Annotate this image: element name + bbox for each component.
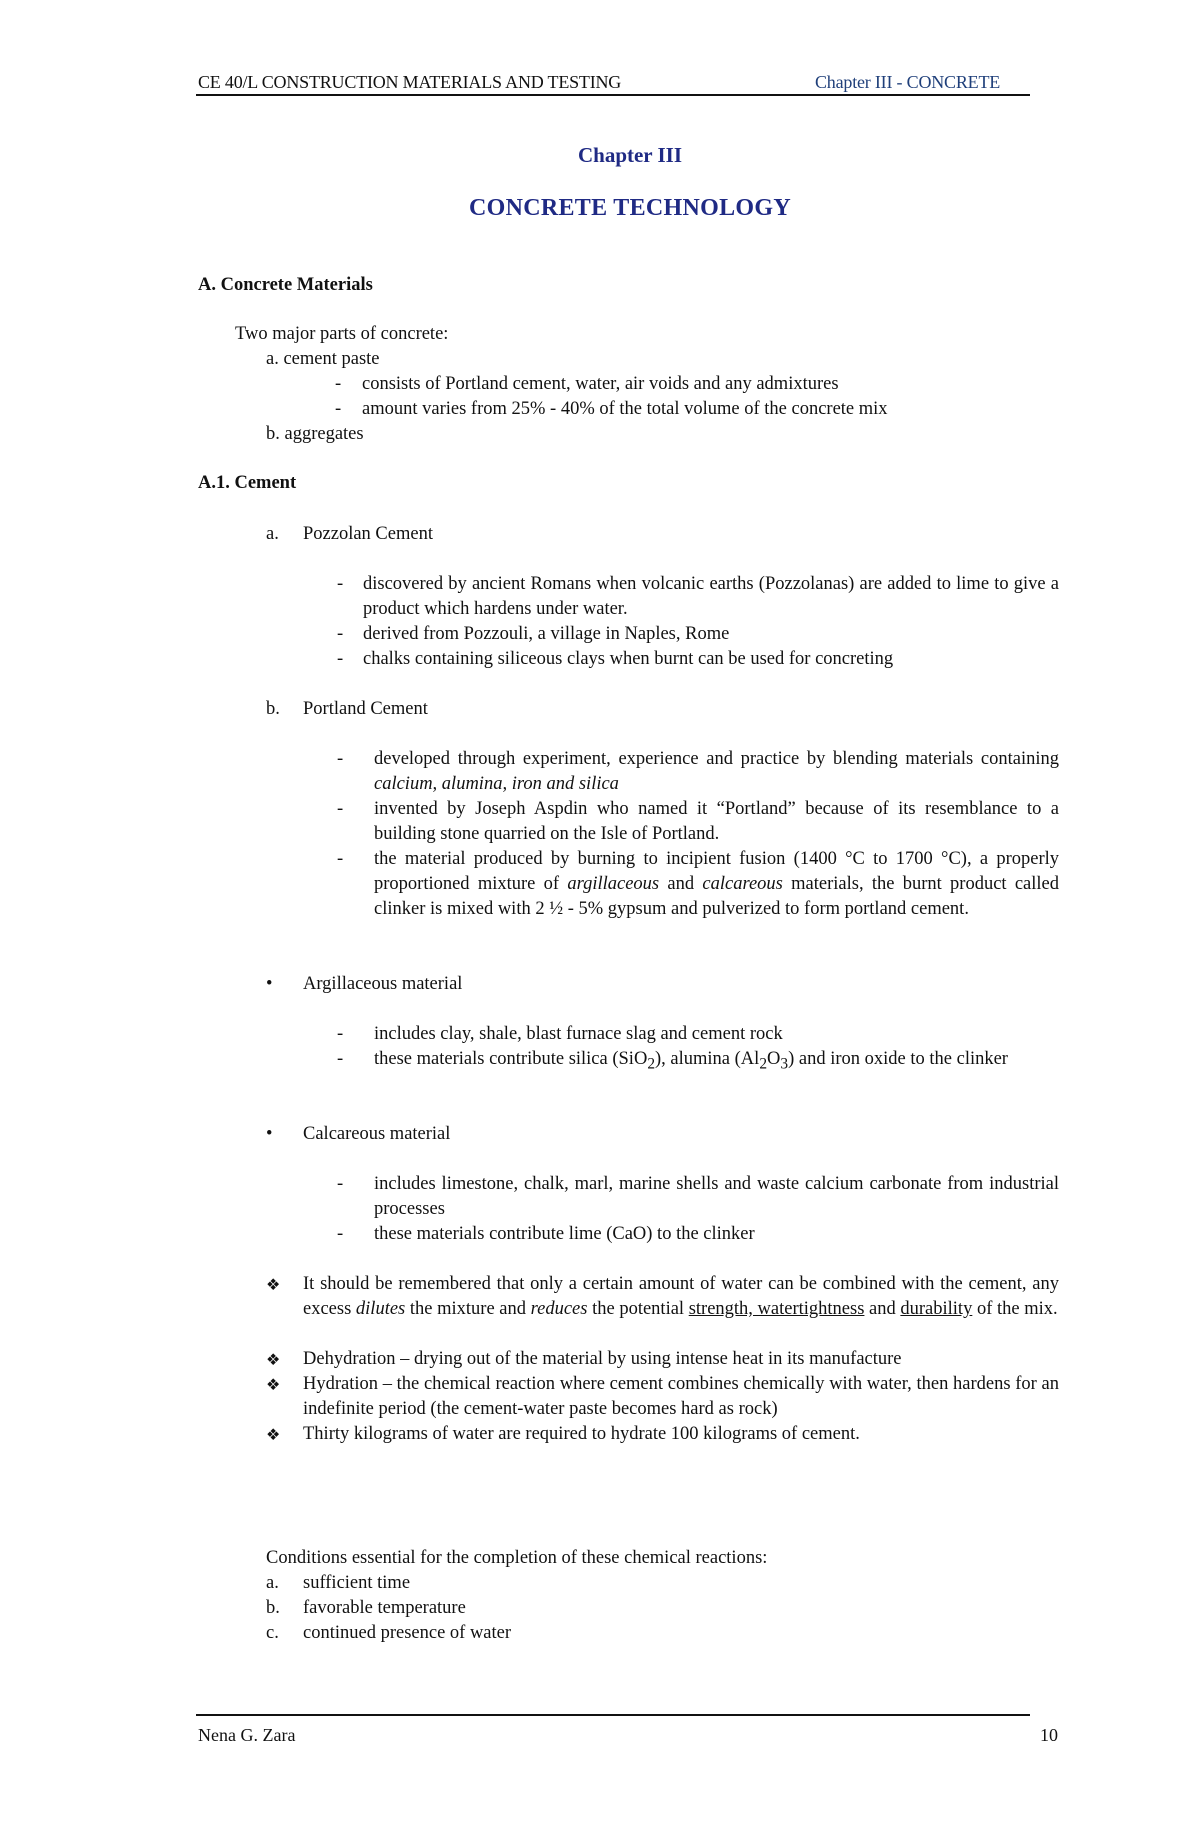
list-item: includes clay, shale, blast furnace slag and cement rock: [374, 1024, 783, 1044]
item-text: materials, the burnt product called clinker is mixed with 2 ½ - 5% gypsum and pulverized to form portland cement.: [374, 874, 1059, 919]
list-item: amount varies from 25% - 40% of the total volume of the concrete mix: [362, 399, 888, 419]
header-course: CE 40/L CONSTRUCTION MATERIALS AND TESTING: [198, 72, 622, 92]
argillaceous-label: Argillaceous material: [303, 974, 463, 994]
item-text: ), alumina (Al: [655, 1049, 760, 1069]
portland-label: Portland Cement: [303, 699, 428, 719]
subscript: 3: [780, 1055, 789, 1073]
bullet-icon: •: [266, 974, 273, 994]
list-item: consists of Portland cement, water, air voids and any admixtures: [362, 374, 839, 394]
condition-item: continued presence of water: [303, 1623, 512, 1643]
calcareous-label: Calcareous material: [303, 1124, 451, 1144]
chapter-title: CONCRETE TECHNOLOGY: [469, 195, 791, 221]
list-item: [374, 747, 1059, 797]
list-item: invented by Joseph Aspdin who named it “Portland” because of its resemblance to a building stone quarried on the Isle of Portland.: [374, 799, 1059, 844]
bullet-icon: •: [266, 1124, 273, 1144]
conditions-intro: Conditions essential for the completion of these chemical reactions:: [266, 1548, 768, 1568]
pozzolan-label: Pozzolan Cement: [303, 524, 433, 544]
page-number: 10: [1040, 1725, 1058, 1745]
item-text: O: [767, 1049, 781, 1069]
note-item: Hydration – the chemical reaction where cement combines chemically with water, then hardens for an indefinite period (the cement-water paste becomes hard as rock): [303, 1374, 1059, 1419]
dash-marker: -: [337, 849, 344, 869]
dash-marker: -: [337, 749, 344, 769]
aggregates-label: b. aggregates: [266, 424, 364, 444]
note-text: of the mix.: [972, 1299, 1058, 1319]
note-text: the mixture and: [405, 1299, 531, 1319]
item-text: the material produced by burning to incipient fusion (1400 °C to 1700 °C), a properly proportioned mixture of: [374, 849, 1059, 894]
dash-marker: -: [337, 799, 344, 819]
item-text: and: [659, 874, 703, 894]
diamond-bullet-icon: ❖: [266, 1350, 281, 1369]
note-item: Thirty kilograms of water are required to hydrate 100 kilograms of cement.: [303, 1424, 860, 1444]
diamond-bullet-icon: ❖: [266, 1275, 281, 1294]
dash-marker: -: [337, 1049, 344, 1069]
note-item: Dehydration – drying out of the material by using intense heat in its manufacture: [303, 1349, 902, 1369]
dash-marker: -: [337, 1174, 344, 1194]
list-item: [374, 1047, 1059, 1077]
footer-author: Nena G. Zara: [198, 1725, 296, 1745]
note-underline: durability: [900, 1299, 973, 1319]
list-marker: c.: [266, 1623, 279, 1643]
item-emphasis: calcium, alumina, iron and silica: [374, 774, 619, 794]
list-item: derived from Pozzouli, a village in Naples, Rome: [363, 624, 730, 644]
header-rule: [196, 94, 1030, 96]
item-emphasis: argillaceous: [567, 874, 660, 894]
list-marker: a.: [266, 524, 279, 544]
condition-item: sufficient time: [303, 1573, 411, 1593]
dash-marker: -: [335, 374, 342, 394]
chapter-number: Chapter III: [577, 143, 683, 167]
list-marker: b.: [266, 699, 280, 719]
list-marker: b.: [266, 1598, 280, 1618]
note-text: It should be remembered that only a certain amount of water can be combined with the cement, any excess: [303, 1274, 1059, 1319]
list-item: these materials contribute lime (CaO) to the clinker: [374, 1224, 755, 1244]
section-a-heading: A. Concrete Materials: [198, 275, 373, 295]
diamond-bullet-icon: ❖: [266, 1375, 281, 1394]
subscript: 2: [647, 1055, 656, 1073]
note-underline: strength, watertightness: [688, 1299, 865, 1319]
dash-marker: -: [337, 574, 344, 594]
dash-marker: -: [335, 399, 342, 419]
dash-marker: -: [337, 1024, 344, 1044]
item-text: ) and iron oxide to the clinker: [788, 1049, 1008, 1069]
section-a1-heading: A.1. Cement: [198, 473, 297, 493]
note-text: and: [864, 1299, 901, 1319]
condition-item: favorable temperature: [303, 1598, 466, 1618]
diamond-bullet-icon: ❖: [266, 1425, 281, 1444]
dash-marker: -: [337, 1224, 344, 1244]
dash-marker: -: [337, 624, 344, 644]
item-text: developed through experiment, experience and practice by blending materials containing: [374, 749, 1059, 769]
list-item: [374, 847, 1059, 922]
list-item: includes limestone, chalk, marl, marine shells and waste calcium carbonate from industrial processes: [374, 1174, 1059, 1219]
item-text: these materials contribute silica (SiO: [374, 1049, 648, 1069]
list-item: discovered by ancient Romans when volcanic earths (Pozzolanas) are added to lime to give a product which hardens under water.: [363, 574, 1059, 619]
item-emphasis: calcareous: [702, 874, 783, 894]
section-a-intro: Two major parts of concrete:: [235, 324, 449, 344]
note-emphasis: dilutes: [355, 1299, 406, 1319]
header-chapter: Chapter III - CONCRETE: [815, 72, 1001, 92]
note-item: [303, 1272, 1059, 1322]
list-item: chalks containing siliceous clays when burnt can be used for concreting: [363, 649, 894, 669]
cement-paste-label: a. cement paste: [266, 349, 380, 369]
dash-marker: -: [337, 649, 344, 669]
note-emphasis: reduces: [530, 1299, 588, 1319]
list-marker: a.: [266, 1573, 279, 1593]
subscript: 2: [759, 1055, 768, 1073]
footer-rule: [196, 1714, 1030, 1716]
note-text: the potential: [587, 1299, 689, 1319]
